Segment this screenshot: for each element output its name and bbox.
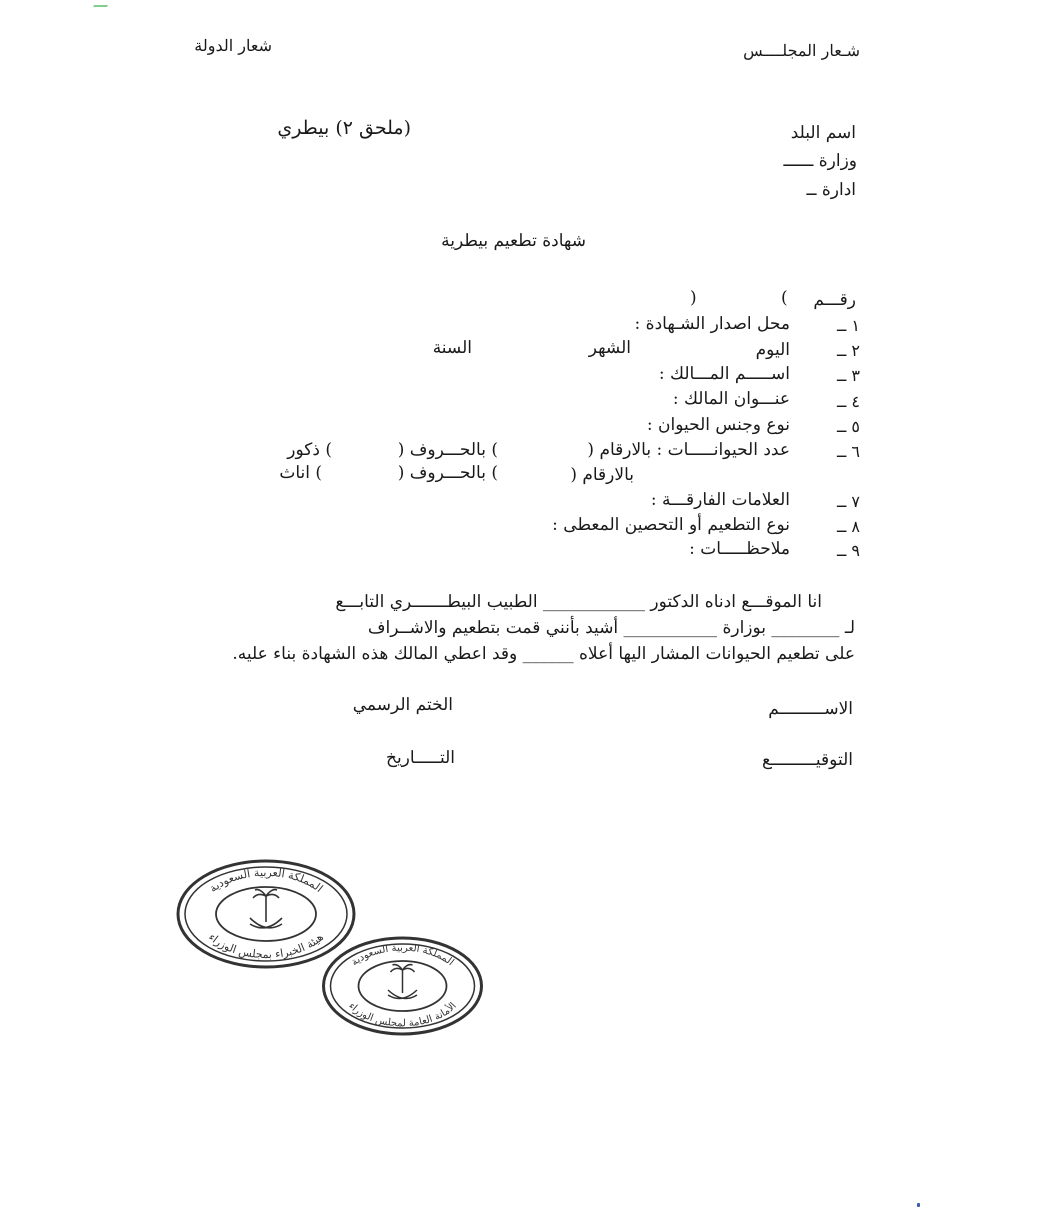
seal-2-top-text: المملكة العربية السعودية xyxy=(349,942,456,969)
distinctive-marks-label: العلامات الفارقـــة : xyxy=(650,490,790,510)
owner-address-label: عنـــوان المالك : xyxy=(672,389,790,409)
males-in-words-label: ) بالحـــروف ( xyxy=(397,440,498,460)
item-number: ٨ ــ xyxy=(836,517,860,536)
animal-type-label: نوع وجنس الحيوان : xyxy=(646,415,790,435)
state-emblem-label: شعار الدولة xyxy=(194,36,272,55)
declaration-line-3: على تطعيم الحيوانات المشار اليها أعلاه ______ وقد اعطي المالك هذه الشهادة بناء عليه. xyxy=(232,644,855,664)
certificate-number-label: رقـــم xyxy=(813,290,856,310)
scan-mark xyxy=(93,0,111,7)
item-number: ٣ ــ xyxy=(836,366,860,385)
number-paren-close: ) xyxy=(690,288,697,308)
number-paren-open: ( xyxy=(781,288,788,308)
palm-swords-emblem-icon xyxy=(388,965,417,999)
scan-speck xyxy=(917,1203,920,1207)
item-number: ٢ ــ xyxy=(836,341,860,360)
seal-1-top-text: المملكة العربية السعودية xyxy=(206,865,326,896)
seal-2-bottom-text: الأمانة العامة لمجلس الوزراء xyxy=(346,1000,459,1030)
signature-label: التوقيـــــــــع xyxy=(762,750,853,770)
svg-text:المملكة العربية السعودية xyxy=(349,943,455,969)
vaccination-type-label: نوع التطعيم أو التحصين المعطى : xyxy=(552,515,790,535)
date-label: التـــــاريخ xyxy=(385,748,455,768)
declaration-line-2: لـ ________ بوزارة ___________ أشيد بأنني قمت بتطعيم والاشــراف xyxy=(367,618,855,638)
palm-swords-emblem-icon xyxy=(250,890,282,928)
females-label: ) اناث xyxy=(279,463,322,483)
item-number: ٤ ــ xyxy=(836,392,860,411)
svg-text:الأمانة العامة لمجلس الوزراء xyxy=(346,1001,459,1030)
item-number: ١ ــ xyxy=(836,316,860,335)
animal-count-label: عدد الحيوانـــــات : بالارقام ( xyxy=(587,440,790,460)
issue-place-label: محل اصدار الشـهادة : xyxy=(634,314,790,334)
month-label: الشهر xyxy=(588,338,631,358)
svg-text:هيئة الخبراء بمجلس الوزراء xyxy=(206,930,326,961)
official-seal-2 xyxy=(320,935,485,1037)
males-label: ) ذكور xyxy=(287,440,332,460)
females-in-numbers-label: بالارقام ( xyxy=(570,465,634,485)
item-number: ٧ ــ xyxy=(836,492,860,511)
country-name-label: اسم البلد xyxy=(790,123,856,143)
council-emblem-label: شـعار المجلــــس xyxy=(743,41,860,60)
owner-name-label: اســـــم المـــالك : xyxy=(658,364,790,384)
declaration-line-1: انا الموقـــع ادناه الدكتور ____________ الطبيب البيطـــــــري التابـــع xyxy=(335,592,822,612)
year-label: السنة xyxy=(432,338,472,358)
department-label: ادارة ــ xyxy=(806,180,856,200)
item-number: ٥ ــ xyxy=(836,417,860,436)
official-stamp-label: الختم الرسمي xyxy=(352,695,453,715)
day-label: اليوم xyxy=(755,340,790,360)
annex-label: (ملحق ٢) بيطري xyxy=(277,117,411,139)
name-label: الاســـــــــم xyxy=(768,699,853,719)
seal-1-bottom-text: هيئة الخبراء بمجلس الوزراء xyxy=(206,930,326,962)
females-in-words-label: ) بالحـــروف ( xyxy=(397,463,498,483)
ministry-label: وزارة ــــــ xyxy=(783,151,857,171)
item-number: ٦ ــ xyxy=(836,442,860,461)
certificate-title: شهادة تطعيم بيطرية xyxy=(441,231,586,251)
svg-text:المملكة العربية السعودية xyxy=(207,866,326,895)
item-number: ٩ ــ xyxy=(836,541,860,560)
remarks-label: ملاحظـــــات : xyxy=(689,539,790,559)
